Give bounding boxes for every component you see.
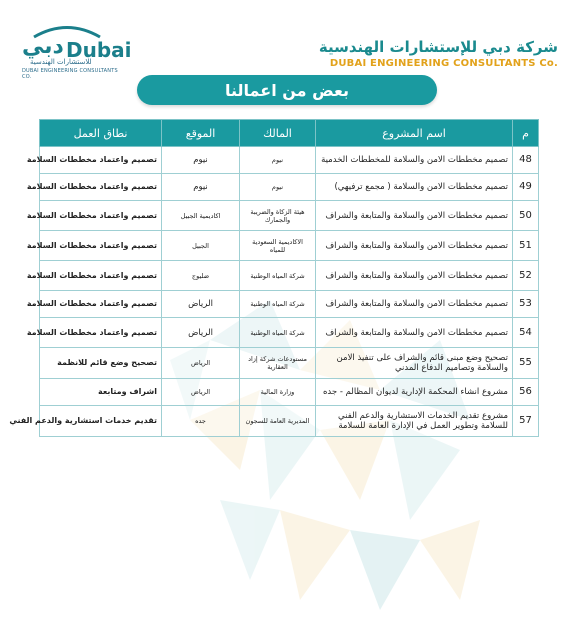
row-owner: المديرية العامة للسجون bbox=[240, 406, 316, 437]
company-logo bbox=[14, 12, 132, 80]
row-location: اكاديمية الجبيل bbox=[162, 201, 240, 231]
row-scope: تصميم واعتماد مخططات السلامة bbox=[40, 261, 162, 291]
row-location: نيوم bbox=[162, 174, 240, 201]
row-num: 56 bbox=[513, 379, 539, 406]
table-row bbox=[40, 291, 539, 318]
row-location: الجبيل bbox=[162, 231, 240, 261]
row-owner: شركة المياه الوطنية bbox=[240, 261, 316, 291]
table-row bbox=[40, 147, 539, 174]
row-owner: وزارة المالية bbox=[240, 379, 316, 406]
row-scope: تصميم واعتماد مخططات السلامة bbox=[40, 174, 162, 201]
row-project: تصميم مخططات الامن والسلامة والمتابعة والشراف bbox=[316, 261, 513, 291]
table-header-row bbox=[40, 120, 539, 147]
table-row bbox=[40, 261, 539, 291]
row-project: تصميم مخططات الامن والسلامة والمتابعة والشراف bbox=[316, 291, 513, 318]
table-row bbox=[40, 379, 539, 406]
row-location: نيوم bbox=[162, 147, 240, 174]
projects-table bbox=[9, 119, 539, 437]
header-scope: نطاق العمل bbox=[40, 120, 162, 147]
company-name-english: DUBAI ENGINEERING CONSULTANTS Co. bbox=[329, 58, 558, 69]
row-location: الرياض bbox=[162, 318, 240, 348]
row-num: 49 bbox=[513, 174, 539, 201]
table-row bbox=[40, 318, 539, 348]
row-num: 55 bbox=[513, 348, 539, 379]
row-scope: اشراف ومتابعة bbox=[40, 379, 162, 406]
row-num: 54 bbox=[513, 318, 539, 348]
row-location: ضليوج bbox=[162, 261, 240, 291]
logo-arabic-text: دبي bbox=[22, 34, 64, 59]
row-scope: تصميم واعتماد مخططات السلامة bbox=[40, 147, 162, 174]
row-owner: هيئة الزكاة والضريبة والجمارك bbox=[240, 201, 316, 231]
header-num: م bbox=[513, 120, 539, 147]
header-location: الموقع bbox=[162, 120, 240, 147]
table-row bbox=[40, 406, 539, 437]
row-num: 52 bbox=[513, 261, 539, 291]
row-num: 50 bbox=[513, 201, 539, 231]
row-num: 53 bbox=[513, 291, 539, 318]
row-owner: الاكاديمية السعودية للمياه bbox=[240, 231, 316, 261]
table-row bbox=[40, 201, 539, 231]
row-scope: تصميم واعتماد مخططات السلامة bbox=[40, 318, 162, 348]
row-project: تصميم مخططات الامن والسلامة والمتابعة والشراف bbox=[316, 231, 513, 261]
row-scope: تقديم خدمات استشارية والدعم الفني bbox=[40, 406, 162, 437]
row-owner: نيوم bbox=[240, 147, 316, 174]
row-num: 57 bbox=[513, 406, 539, 437]
row-owner: شركة المياه الوطنية bbox=[240, 291, 316, 318]
row-location: الرياض bbox=[162, 379, 240, 406]
row-project: تصحيح وضع مبنى قائم والشراف على تنفيذ الامن والسلامة وتصاميم الدفاع المدني bbox=[316, 348, 513, 379]
row-project: تصميم مخططات الامن والسلامة والمتابعة والشراف bbox=[316, 318, 513, 348]
logo-arabic-subtitle: للاستشارات الهندسية bbox=[30, 58, 92, 66]
row-scope: تصحيح وضع قائم للانظمة bbox=[40, 348, 162, 379]
row-project: تصميم مخططات الامن والسلامة ( مجمع ترفيهي) bbox=[316, 174, 513, 201]
logo-english-text: Dubai bbox=[66, 38, 132, 62]
row-owner: شركة المياه الوطنية bbox=[240, 318, 316, 348]
header-project: اسم المشروع bbox=[316, 120, 513, 147]
row-num: 51 bbox=[513, 231, 539, 261]
row-project: مشروع انشاء المحكمة الإدارية لديوان المظالم - جده bbox=[316, 379, 513, 406]
row-project: مشروع تقديم الخدمات الاستشارية والدعم الفني للسلامة وتطوير العمل في الإدارة العامة للسلامة bbox=[316, 406, 513, 437]
row-project: تصميم مخططات الامن والسلامة للمخططات الخدمية bbox=[316, 147, 513, 174]
row-owner: نيوم bbox=[240, 174, 316, 201]
header-owner: المالك bbox=[240, 120, 316, 147]
row-scope: تصميم واعتماد مخططات السلامة bbox=[40, 201, 162, 231]
row-scope: تصميم واعتماد مخططات السلامة bbox=[40, 291, 162, 318]
row-location: الرياض bbox=[162, 348, 240, 379]
row-owner: مستودعات شركة إزاد العقارية bbox=[240, 348, 316, 379]
row-project: تصميم مخططات الامن والسلامة والمتابعة والشراف bbox=[316, 201, 513, 231]
company-name-arabic: شركة دبي للإستشارات الهندسية bbox=[318, 38, 558, 56]
row-scope: تصميم واعتماد مخططات السلامة bbox=[40, 231, 162, 261]
row-location: الرياض bbox=[162, 291, 240, 318]
table-row bbox=[40, 231, 539, 261]
row-num: 48 bbox=[513, 147, 539, 174]
logo-english-subtitle: DUBAI ENGINEERING CONSULTANTS CO. bbox=[22, 68, 118, 80]
table-row bbox=[40, 174, 539, 201]
row-location: جده bbox=[162, 406, 240, 437]
section-title: بعض من اعمالنا bbox=[137, 75, 437, 105]
table-row bbox=[40, 348, 539, 379]
